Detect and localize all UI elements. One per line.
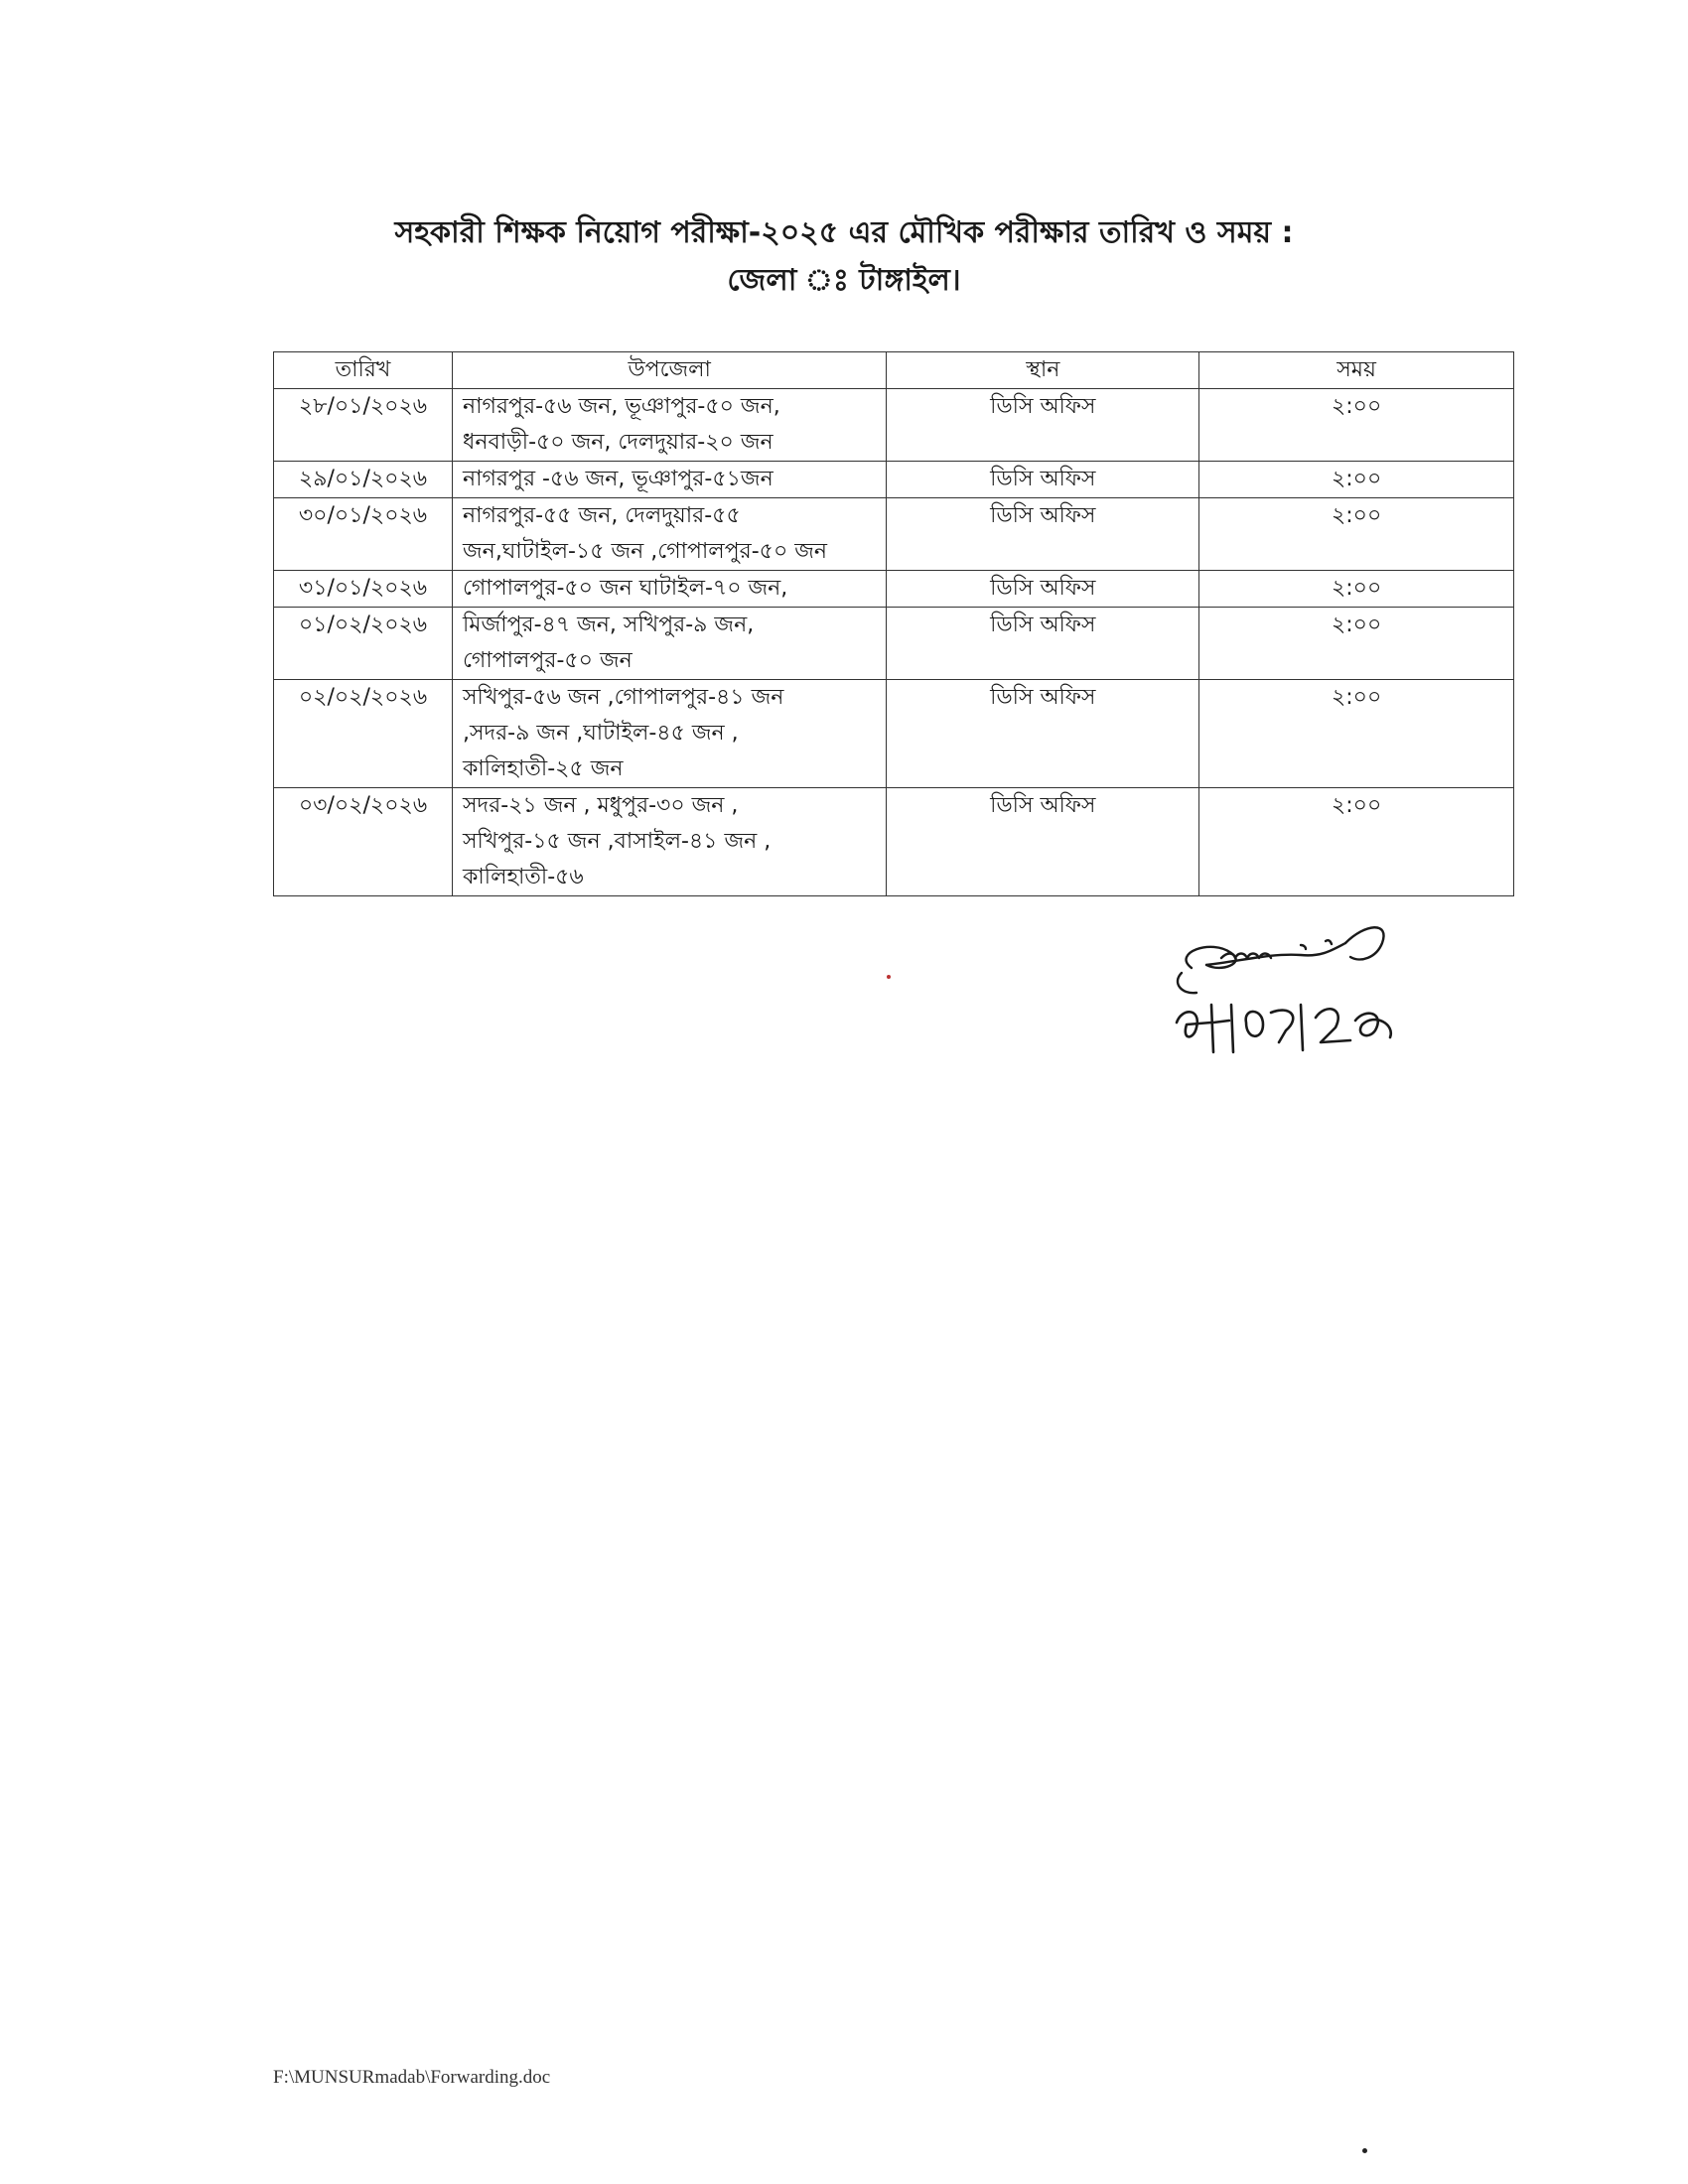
upazila-line: গোপালপুর-৫০ জন (463, 648, 633, 673)
document-title: সহকারী শিক্ষক নিয়োগ পরীক্ষা-২০২৫ এর মৌখিক পরীক্ষার তারিখ ও সময় : (394, 215, 1294, 250)
upazila-line: সখিপুর-৫৬ জন ,গোপালপুর-৪১ জন (463, 685, 784, 710)
table-row (274, 571, 1514, 608)
cell-time: ২:০০ (1199, 788, 1514, 896)
header-upazila: উপজেলা (453, 352, 887, 389)
table-row (274, 462, 1514, 498)
cell-time: ২:০০ (1199, 571, 1514, 608)
upazila-line: নাগরপুর-৫৬ জন, ভূঞাপুর-৫০ জন, (463, 394, 780, 419)
cell-date: ০২/০২/২০২৬ (274, 680, 453, 788)
table-row (274, 498, 1514, 571)
upazila-line: গোপালপুর-৫০ জন ঘাটাইল-৭০ জন, (463, 576, 788, 601)
cell-time: ২:০০ (1199, 498, 1514, 571)
upazila-line: ধনবাড়ী-৫০ জন, দেলদুয়ার-২০ জন (463, 430, 774, 455)
cell-place: ডিসি অফিস (887, 788, 1199, 896)
cell-upazila (453, 571, 887, 608)
handwritten-signature (1152, 913, 1470, 1072)
cell-date: ২৯/০১/২০২৬ (274, 462, 453, 498)
cell-date: ০৩/০২/২০২৬ (274, 788, 453, 896)
cell-upazila (453, 788, 887, 896)
cell-upazila (453, 680, 887, 788)
document-header (0, 213, 1688, 301)
table-body (274, 389, 1514, 896)
upazila-line: কালিহাতী-৫৬ (463, 865, 584, 889)
upazila-line: কালিহাতী-২৫ জন (463, 756, 624, 781)
district-subtitle: জেলা ঃ টাঙ্গাইল। (727, 263, 961, 298)
scan-speck (887, 975, 891, 979)
cell-upazila (453, 389, 887, 462)
upazila-line: সখিপুর-১৫ জন ,বাসাইল-৪১ জন , (463, 829, 772, 854)
table-row (274, 680, 1514, 788)
cell-time: ২:০০ (1199, 462, 1514, 498)
cell-time: ২:০০ (1199, 608, 1514, 680)
cell-upazila (453, 462, 887, 498)
header-place: স্থান (887, 352, 1199, 389)
scan-speck (1362, 2148, 1367, 2153)
cell-place: ডিসি অফিস (887, 498, 1199, 571)
upazila-line: মির্জাপুর-৪৭ জন, সখিপুর-৯ জন, (463, 613, 755, 637)
cell-place: ডিসি অফিস (887, 571, 1199, 608)
cell-date: ৩১/০১/২০২৬ (274, 571, 453, 608)
table-row (274, 608, 1514, 680)
table-header-row (274, 352, 1514, 389)
cell-time: ২:০০ (1199, 680, 1514, 788)
cell-place: ডিসি অফিস (887, 389, 1199, 462)
cell-place: ডিসি অফিস (887, 462, 1199, 498)
exam-schedule-table (273, 351, 1514, 896)
cell-date: ৩০/০১/২০২৬ (274, 498, 453, 571)
cell-upazila (453, 608, 887, 680)
header-date: তারিখ (274, 352, 453, 389)
cell-upazila (453, 498, 887, 571)
upazila-line: সদর-২১ জন , মধুপুর-৩০ জন , (463, 793, 739, 818)
cell-place: ডিসি অফিস (887, 608, 1199, 680)
cell-place: ডিসি অফিস (887, 680, 1199, 788)
table-row (274, 389, 1514, 462)
cell-date: ০১/০২/২০২৬ (274, 608, 453, 680)
upazila-line: জন,ঘাটাইল-১৫ জন ,গোপালপুর-৫০ জন (463, 539, 828, 564)
upazila-line: নাগরপুর -৫৬ জন, ভূঞাপুর-৫১জন (463, 467, 774, 491)
footer-file-path: F:\MUNSURmadab\Forwarding.doc (273, 2067, 551, 2088)
table-row (274, 788, 1514, 896)
upazila-line: ,সদর-৯ জন ,ঘাটাইল-৪৫ জন , (463, 721, 739, 746)
upazila-line: নাগরপুর-৫৫ জন, দেলদুয়ার-৫৫ (463, 503, 741, 528)
cell-date: ২৮/০১/২০২৬ (274, 389, 453, 462)
header-time: সময় (1199, 352, 1514, 389)
cell-time: ২:০০ (1199, 389, 1514, 462)
